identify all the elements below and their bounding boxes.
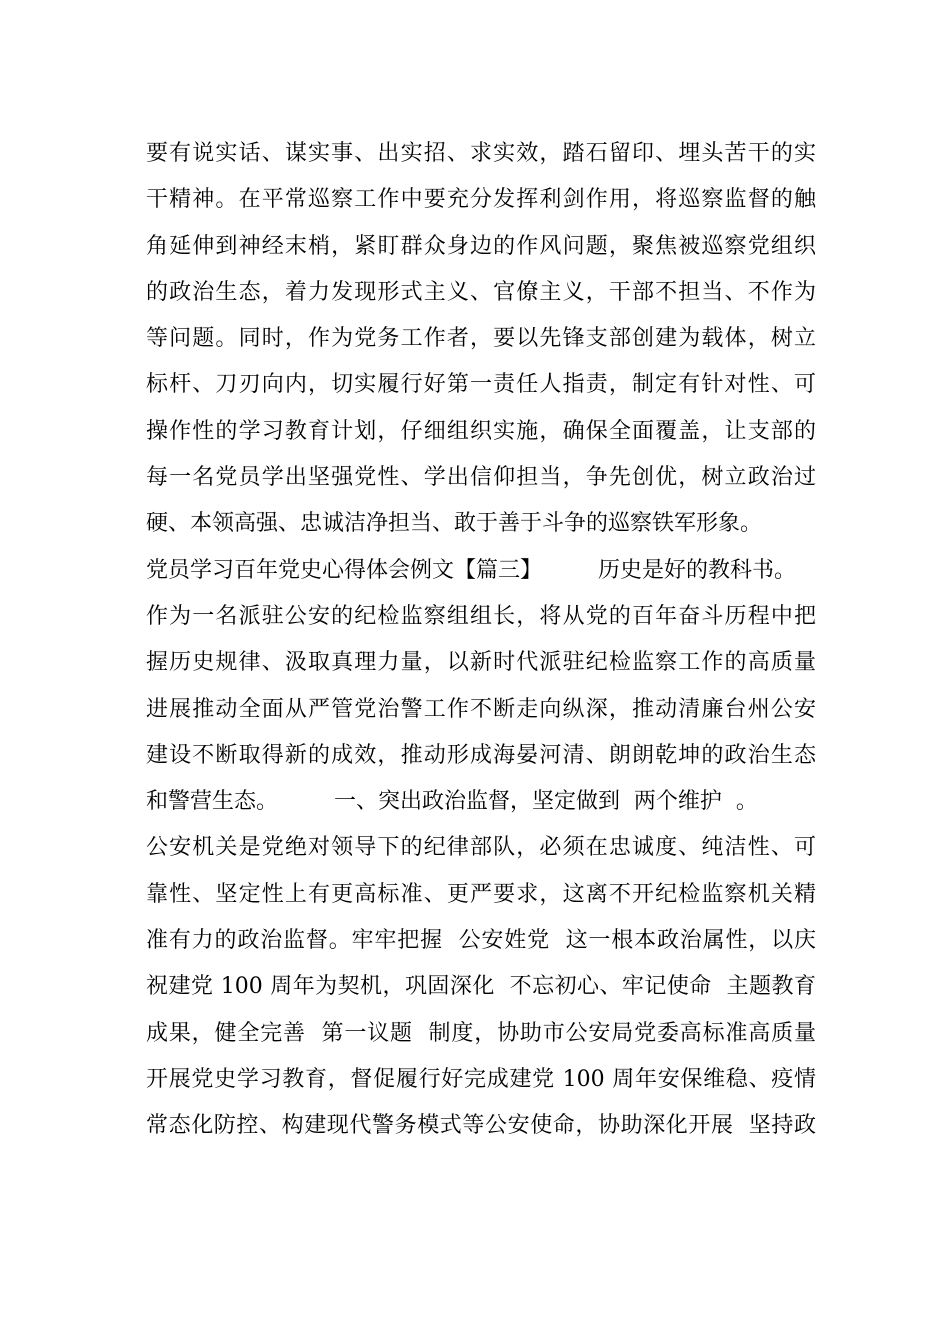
text-line: 的政治生态，着力发现形式主义、官僚主义，干部不担当、不作为 [146,279,816,305]
text-line: 开展党史学习教育，督促履行好完成建党 100 周年安保维稳、疫情 [146,1066,816,1092]
text-line: 等问题。同时，作为党务工作者，要以先锋支部创建为载体，树立 [146,326,816,352]
text-line: 干精神。在平常巡察工作中要充分发挥利剑作用，将巡察监督的触 [146,187,816,213]
text-line: 要有说实话、谋实事、出实招、求实效，踏石留印、埋头苦干的实 [146,141,816,166]
text-line: 公安机关是党绝对领导下的纪律部队，必须在忠诚度、纯洁性、可 [146,835,816,861]
text-line: 进展推动全面从严管党治警工作不断走向纵深，推动清廉台州公安 [146,696,816,722]
text-line: 硬、本领高强、忠诚洁净担当、敢于善于斗争的巡察铁军形象。 [146,511,763,537]
text-line: 准有力的政治监督。牢牢把握 公安姓党 这一根本政治属性，以庆 [146,928,816,954]
body-text [146,131,816,1150]
section-heading-line: 党员学习百年党史心得体会例文【篇三】 历史是好的教科书。 [146,557,796,583]
text-line: 靠性、坚定性上有更高标准、更严要求，这离不开纪检监察机关精 [146,881,816,907]
text-line: 建设不断取得新的成效，推动形成海晏河清、朗朗乾坤的政治生态 [146,742,816,768]
text-line: 祝建党 100 周年为契机，巩固深化 不忘初心、牢记使命 主题教育 [146,974,816,1000]
text-line: 常态化防控、构建现代警务模式等公安使命，协助深化开展 坚持政 [146,1113,816,1139]
text-line: 每一名党员学出坚强党性、学出信仰担当，争先创优，树立政治过 [146,465,816,491]
text-line: 成果，健全完善 第一议题 制度，协助市公安局党委高标准高质量 [146,1020,816,1046]
text-line: 作为一名派驻公安的纪检监察组组长，将从党的百年奋斗历程中把 [146,603,816,629]
text-line: 操作性的学习教育计划，仔细组织实施，确保全面覆盖，让支部的 [146,418,816,444]
text-line: 标杆、刀刃向内，切实履行好第一责任人指责，制定有针对性、可 [146,372,816,398]
text-line: 握历史规律、汲取真理力量，以新时代派驻纪检监察工作的高质量 [146,650,816,676]
text-line: 角延伸到神经末梢，紧盯群众身边的作风问题，聚焦被巡察党组织 [146,233,816,259]
subsection-heading-line: 和警营生态。 一、突出政治监督，坚定做到 两个维护 。 [146,789,758,815]
